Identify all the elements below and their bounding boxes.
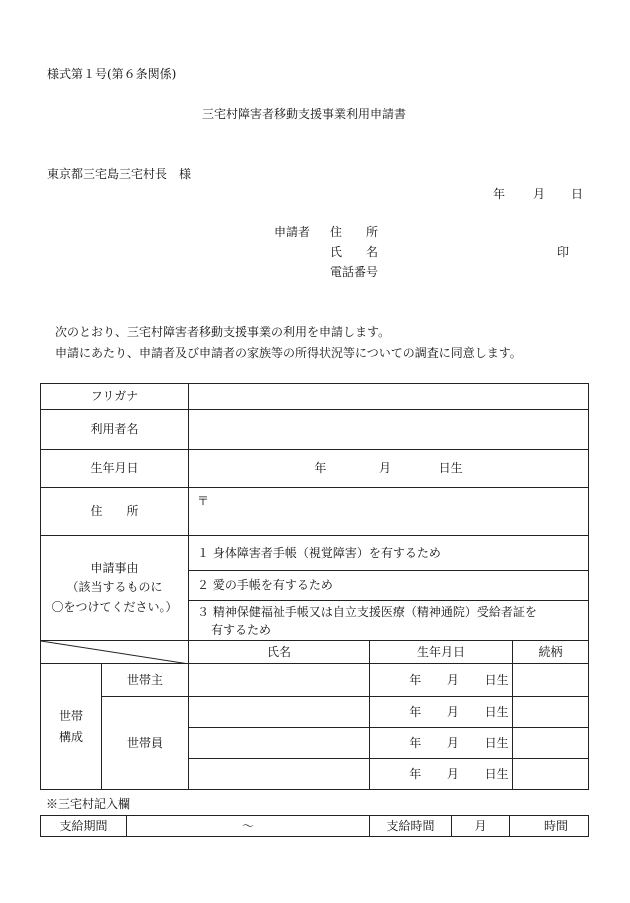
birth-label: 生年月日 (41, 450, 189, 488)
member-3-name-field[interactable] (189, 759, 370, 790)
date-month: 月 (446, 672, 459, 687)
reason-label-line-3: 〇をつけてください。） (51, 599, 178, 614)
statement-line-1: 次のとおり、三宅村障害者移動支援事業の利用を申請します。 (55, 325, 391, 339)
member-1-relation-field[interactable] (513, 697, 589, 728)
application-table (40, 383, 589, 790)
date-year: 年 (409, 735, 422, 750)
household-label (41, 664, 102, 790)
header-birth: 生年月日 (370, 641, 513, 664)
date-month: 月 (446, 735, 459, 750)
member-2-name-field[interactable] (189, 728, 370, 759)
date-month: 月 (446, 766, 459, 781)
form-number: 様式第１号(第６条関係) (47, 67, 177, 81)
document-title: 三宅村障害者移動支援事業利用申請書 (202, 107, 407, 121)
head-label: 世帯主 (102, 664, 189, 697)
member-2-birth-field[interactable] (370, 728, 513, 759)
diagonal-header-cell (41, 641, 189, 664)
header-name: 氏名 (189, 641, 370, 664)
birth-month: 月 (379, 461, 392, 476)
member-label: 世帯員 (102, 697, 189, 790)
date-year: 年 (409, 704, 422, 719)
household-label-line-2: 構成 (58, 729, 83, 744)
member-2-relation-field[interactable] (513, 728, 589, 759)
furigana-field[interactable] (189, 384, 589, 410)
period-field[interactable]: ～ (127, 816, 370, 837)
seal-mark: 印 (557, 245, 570, 259)
time-month-field[interactable]: 月 (452, 816, 510, 837)
head-name-field[interactable] (189, 664, 370, 697)
head-relation-field[interactable] (513, 664, 589, 697)
date-month: 月 (446, 704, 459, 719)
address-label: 住 所 (41, 488, 189, 536)
furigana-label: フリガナ (41, 384, 189, 410)
statement-line-2: 申請にあたり、申請者及び申請者の家族等の所得状況等についての調査に同意します。 (55, 346, 522, 360)
date-day: 日生 (484, 766, 509, 781)
birth-year: 年 (314, 461, 327, 476)
village-entry-title: ※三宅村記入欄 (46, 797, 131, 811)
date-month: 月 (533, 187, 546, 201)
address-field[interactable] (189, 488, 589, 536)
applicant-phone-label: 電話番号 (330, 265, 379, 279)
reason-label (41, 536, 189, 641)
time-label: 支給時間 (370, 816, 452, 837)
village-entry-table (40, 815, 589, 837)
date-year: 年 (409, 766, 422, 781)
addressee: 東京都三宅島三宅村長 様 (47, 167, 192, 181)
user-name-field[interactable] (189, 410, 589, 450)
applicant-label: 申請者 (274, 225, 311, 239)
reason-option-1[interactable]: １ 身体障害者手帳（視覚障害）を有するため (189, 536, 589, 571)
birth-field[interactable] (189, 450, 589, 488)
applicant-address-label: 住 所 (330, 225, 379, 239)
date-day: 日生 (484, 735, 509, 750)
time-hours-field[interactable]: 時間 (510, 816, 589, 837)
household-label-line-1: 世帯 (58, 709, 83, 724)
member-1-name-field[interactable] (189, 697, 370, 728)
reason-label-line-1: 申請事由 (90, 561, 139, 576)
date-day: 日生 (484, 672, 509, 687)
reason-option-3-line-1: ３ 精神保健福祉手帳又は自立支援医療（精神通院）受給者証を (197, 604, 537, 619)
reason-option-3[interactable] (189, 601, 589, 641)
user-name-label: 利用者名 (41, 410, 189, 450)
date-year: 年 (493, 187, 506, 201)
diagonal-line (41, 641, 189, 664)
reason-option-3-line-2: 有するため (211, 622, 272, 637)
member-3-relation-field[interactable] (513, 759, 589, 790)
date-day: 日生 (484, 704, 509, 719)
birth-day: 日生 (438, 461, 463, 476)
reason-option-2[interactable]: ２ 愛の手帳を有するため (189, 571, 589, 601)
header-relation: 続柄 (513, 641, 589, 664)
reason-label-line-2: （該当するものに (66, 580, 163, 595)
period-label: 支給期間 (41, 816, 127, 837)
member-1-birth-field[interactable] (370, 697, 513, 728)
applicant-name-label: 氏 名 (330, 245, 379, 259)
head-birth-field[interactable] (370, 664, 513, 697)
postal-mark: 〒 (197, 494, 210, 508)
date-year: 年 (409, 672, 422, 687)
date-day: 日 (571, 187, 584, 201)
member-3-birth-field[interactable] (370, 759, 513, 790)
